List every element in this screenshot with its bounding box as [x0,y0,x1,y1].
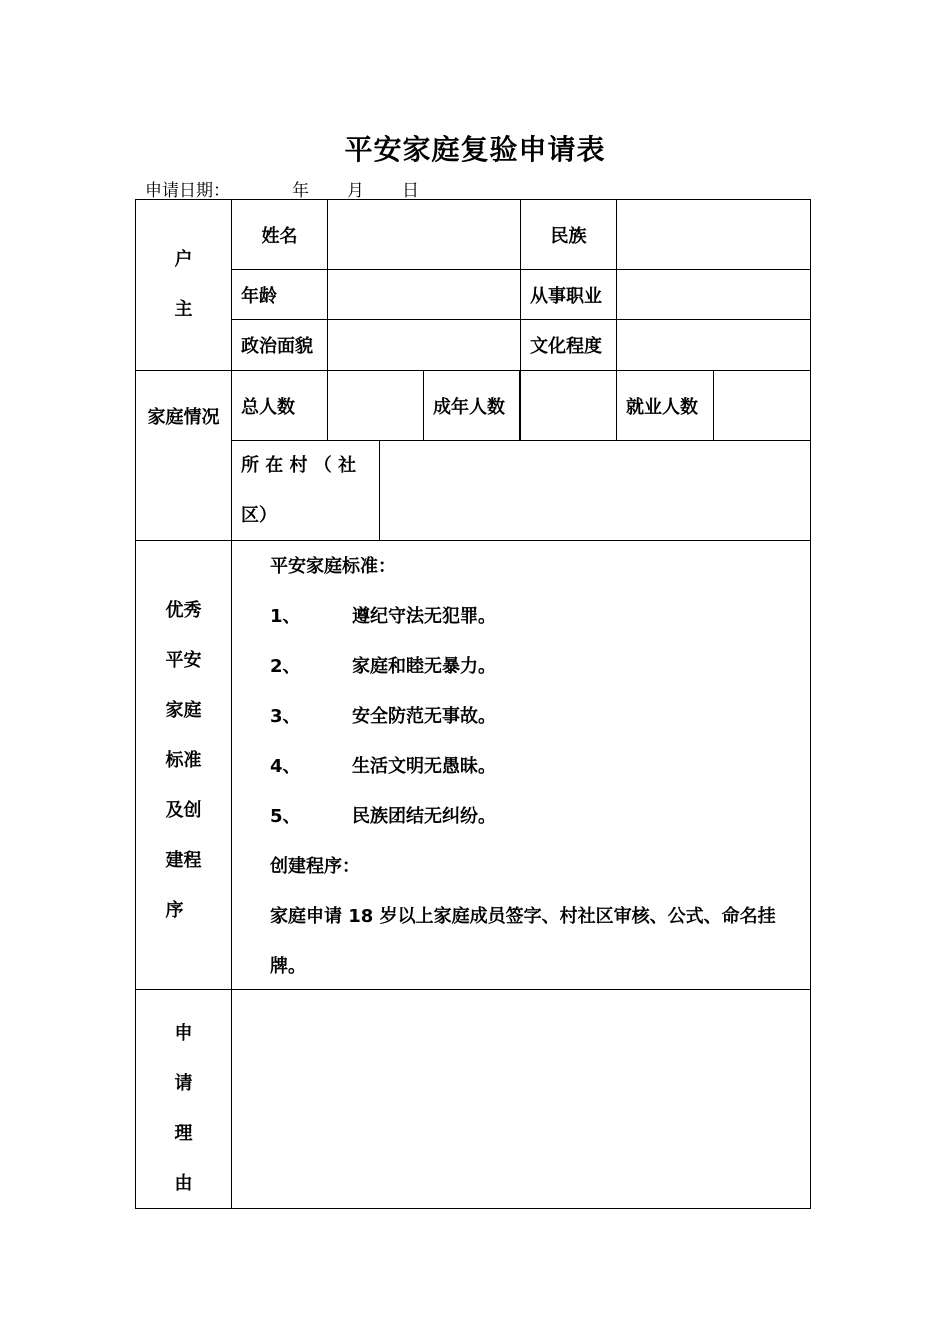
employed-members-input-cell[interactable] [713,370,811,441]
family-label-cell [135,370,232,541]
village-label: 所 在 村 （ 社 区） [231,440,380,541]
form-title: 平安家庭复验申请表 [344,133,606,166]
political-status-label: 政治面貌 [231,319,328,371]
standards-heading: 平安家庭标准： [270,556,396,577]
application-form-table [135,199,811,1209]
householder-label: 户 主 [135,199,232,371]
education-label: 文化程度 [520,319,617,371]
standard-item: 5、 民族团结无纠纷。 [270,806,496,827]
year-label: 年 [292,181,309,201]
date-label: 申请日期： [145,181,230,201]
name-label: 姓名 [231,199,328,270]
ethnicity-label: 民族 [520,199,617,270]
employed-members-label: 就业人数 [616,370,714,441]
reason-label: 申 请 理 由 [174,1023,193,1194]
occupation-input-cell[interactable] [616,269,811,320]
education-input-cell[interactable] [616,319,811,371]
reason-input-cell[interactable] [231,989,811,1209]
name-input-cell[interactable] [327,199,521,270]
age-label: 年龄 [231,269,328,320]
political-status-input-cell[interactable] [327,319,521,371]
village-input-cell[interactable] [379,440,811,541]
standard-item: 1、 遵纪守法无犯罪。 [270,606,496,627]
reason-label-cell [135,989,232,1209]
family-label: 家庭情况 [147,407,220,428]
age-input-cell[interactable] [327,269,521,320]
total-members-input-cell[interactable] [327,370,424,441]
total-members-label: 总人数 [231,370,328,441]
standard-item: 3、 安全防范无事故。 [270,706,496,727]
standards-label-cell [135,540,232,990]
procedure-line: 牌。 [270,956,306,977]
standard-item: 2、 家庭和睦无暴力。 [270,656,496,677]
month-label: 月 [347,181,364,201]
day-label: 日 [402,181,419,201]
occupation-label: 从事职业 [520,269,617,320]
ethnicity-input-cell[interactable] [616,199,811,270]
standard-item: 4、 生活文明无愚昧。 [270,756,496,777]
adult-members-label: 成年人数 [423,370,520,441]
application-date-line [145,176,419,201]
adult-members-input-cell[interactable] [520,370,617,441]
procedure-line: 家庭申请 18 岁以上家庭成员签字、村社区审核、公式、命名挂 [270,906,776,927]
standards-label: 优秀 平安 家庭 标准 及创 建程 序 [165,600,202,921]
procedure-heading: 创建程序： [270,856,360,877]
standards-content [231,540,811,990]
